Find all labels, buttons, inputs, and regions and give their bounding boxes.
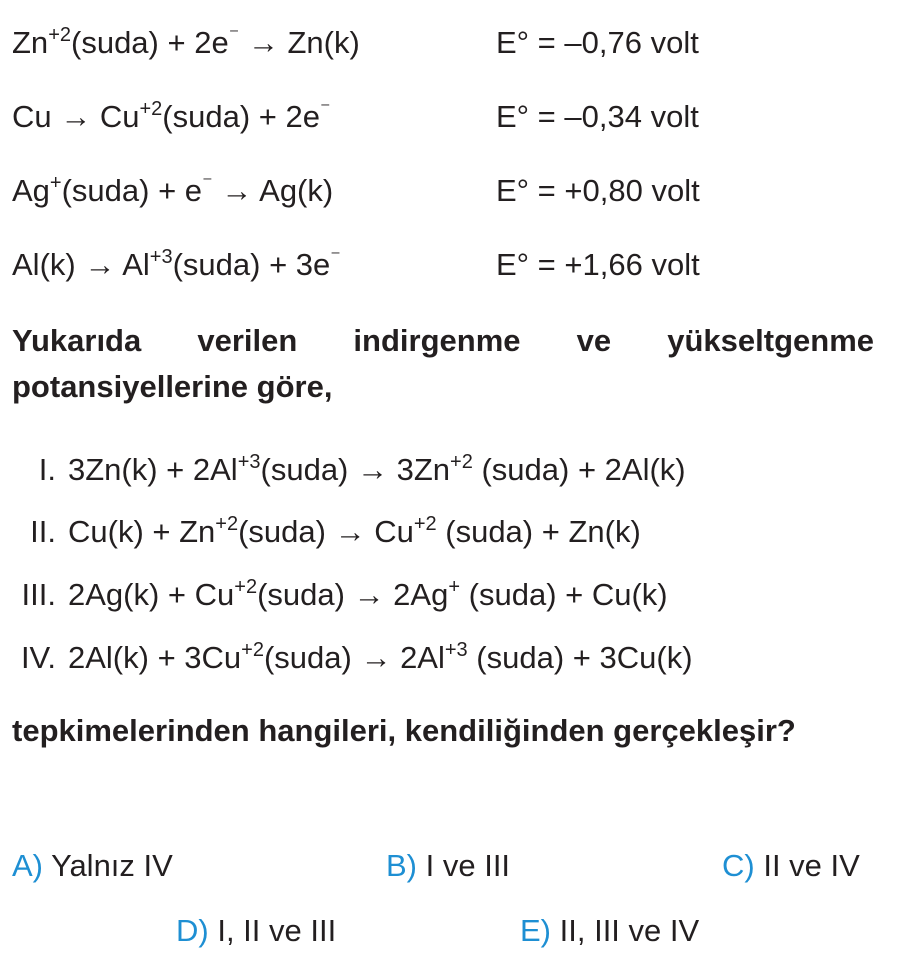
option-b[interactable]: B) I ve III	[386, 848, 511, 883]
statement-numeral: II.	[30, 514, 56, 549]
potential-cu: E° = –0,34 volt	[496, 99, 699, 134]
option-letter: A)	[12, 848, 43, 883]
option-e[interactable]: E) II, III ve IV	[520, 913, 700, 948]
half-reaction-ag: Ag+(suda) + e⁻ → Ag(k)	[12, 172, 334, 208]
statement-numeral: III.	[21, 577, 56, 612]
option-letter: B)	[386, 848, 417, 883]
statement-iv: IV. $2Al(k) + 3Cu^{+2}(suda) \to 2Al^{+3}$ (suda) + 3Cu(k)	[0, 640, 693, 676]
option-a[interactable]: A) Yalnız IV	[12, 848, 173, 883]
statement-i: I. $3Zn(k) + 2Al^{+3}(suda) \to 3Zn^{+2}$ (suda) + 2Al(k)	[0, 452, 686, 488]
option-letter: C)	[722, 848, 755, 883]
option-d[interactable]: D) I, II ve III	[176, 913, 337, 948]
statement-ii: II. $Cu(k) + Zn^{+2}(suda) \to Cu^{+2}$ (suda) + Zn(k)	[0, 514, 641, 550]
half-reaction-al: $Al(k) \to Al^{+3}(suda) + 3e^{^-}$	[12, 246, 341, 282]
statement-numeral: I.	[38, 452, 56, 487]
potential-al: E° = +1,66 volt	[496, 247, 700, 282]
question-intro: Yukarıda verilen indirgenme ve yükseltgenme potansiyellerine göre,	[12, 323, 874, 404]
statement-numeral: IV.	[20, 640, 56, 675]
statement-iii: III. $2Ag(k) + Cu^{+2}(suda) \to 2Ag^+$ (suda) + Cu(k)	[0, 577, 668, 613]
option-letter: D)	[176, 913, 209, 948]
question-stem: tepkimelerinden hangileri, kendiliğinden gerçekleşir?	[12, 713, 796, 748]
option-c[interactable]: C) II ve IV	[722, 848, 860, 883]
option-letter: E)	[520, 913, 551, 948]
potential-ag: E° = +0,80 volt	[496, 173, 700, 208]
potential-zn: E° = –0,76 volt	[496, 25, 699, 60]
half-reaction-cu: $Cu \to Cu^{+2}(suda) + 2e^{^-}$	[12, 98, 331, 134]
half-reaction-zn: $Zn^{+2}(suda) + 2e^{^-} \to Zn(k)$	[12, 24, 360, 60]
